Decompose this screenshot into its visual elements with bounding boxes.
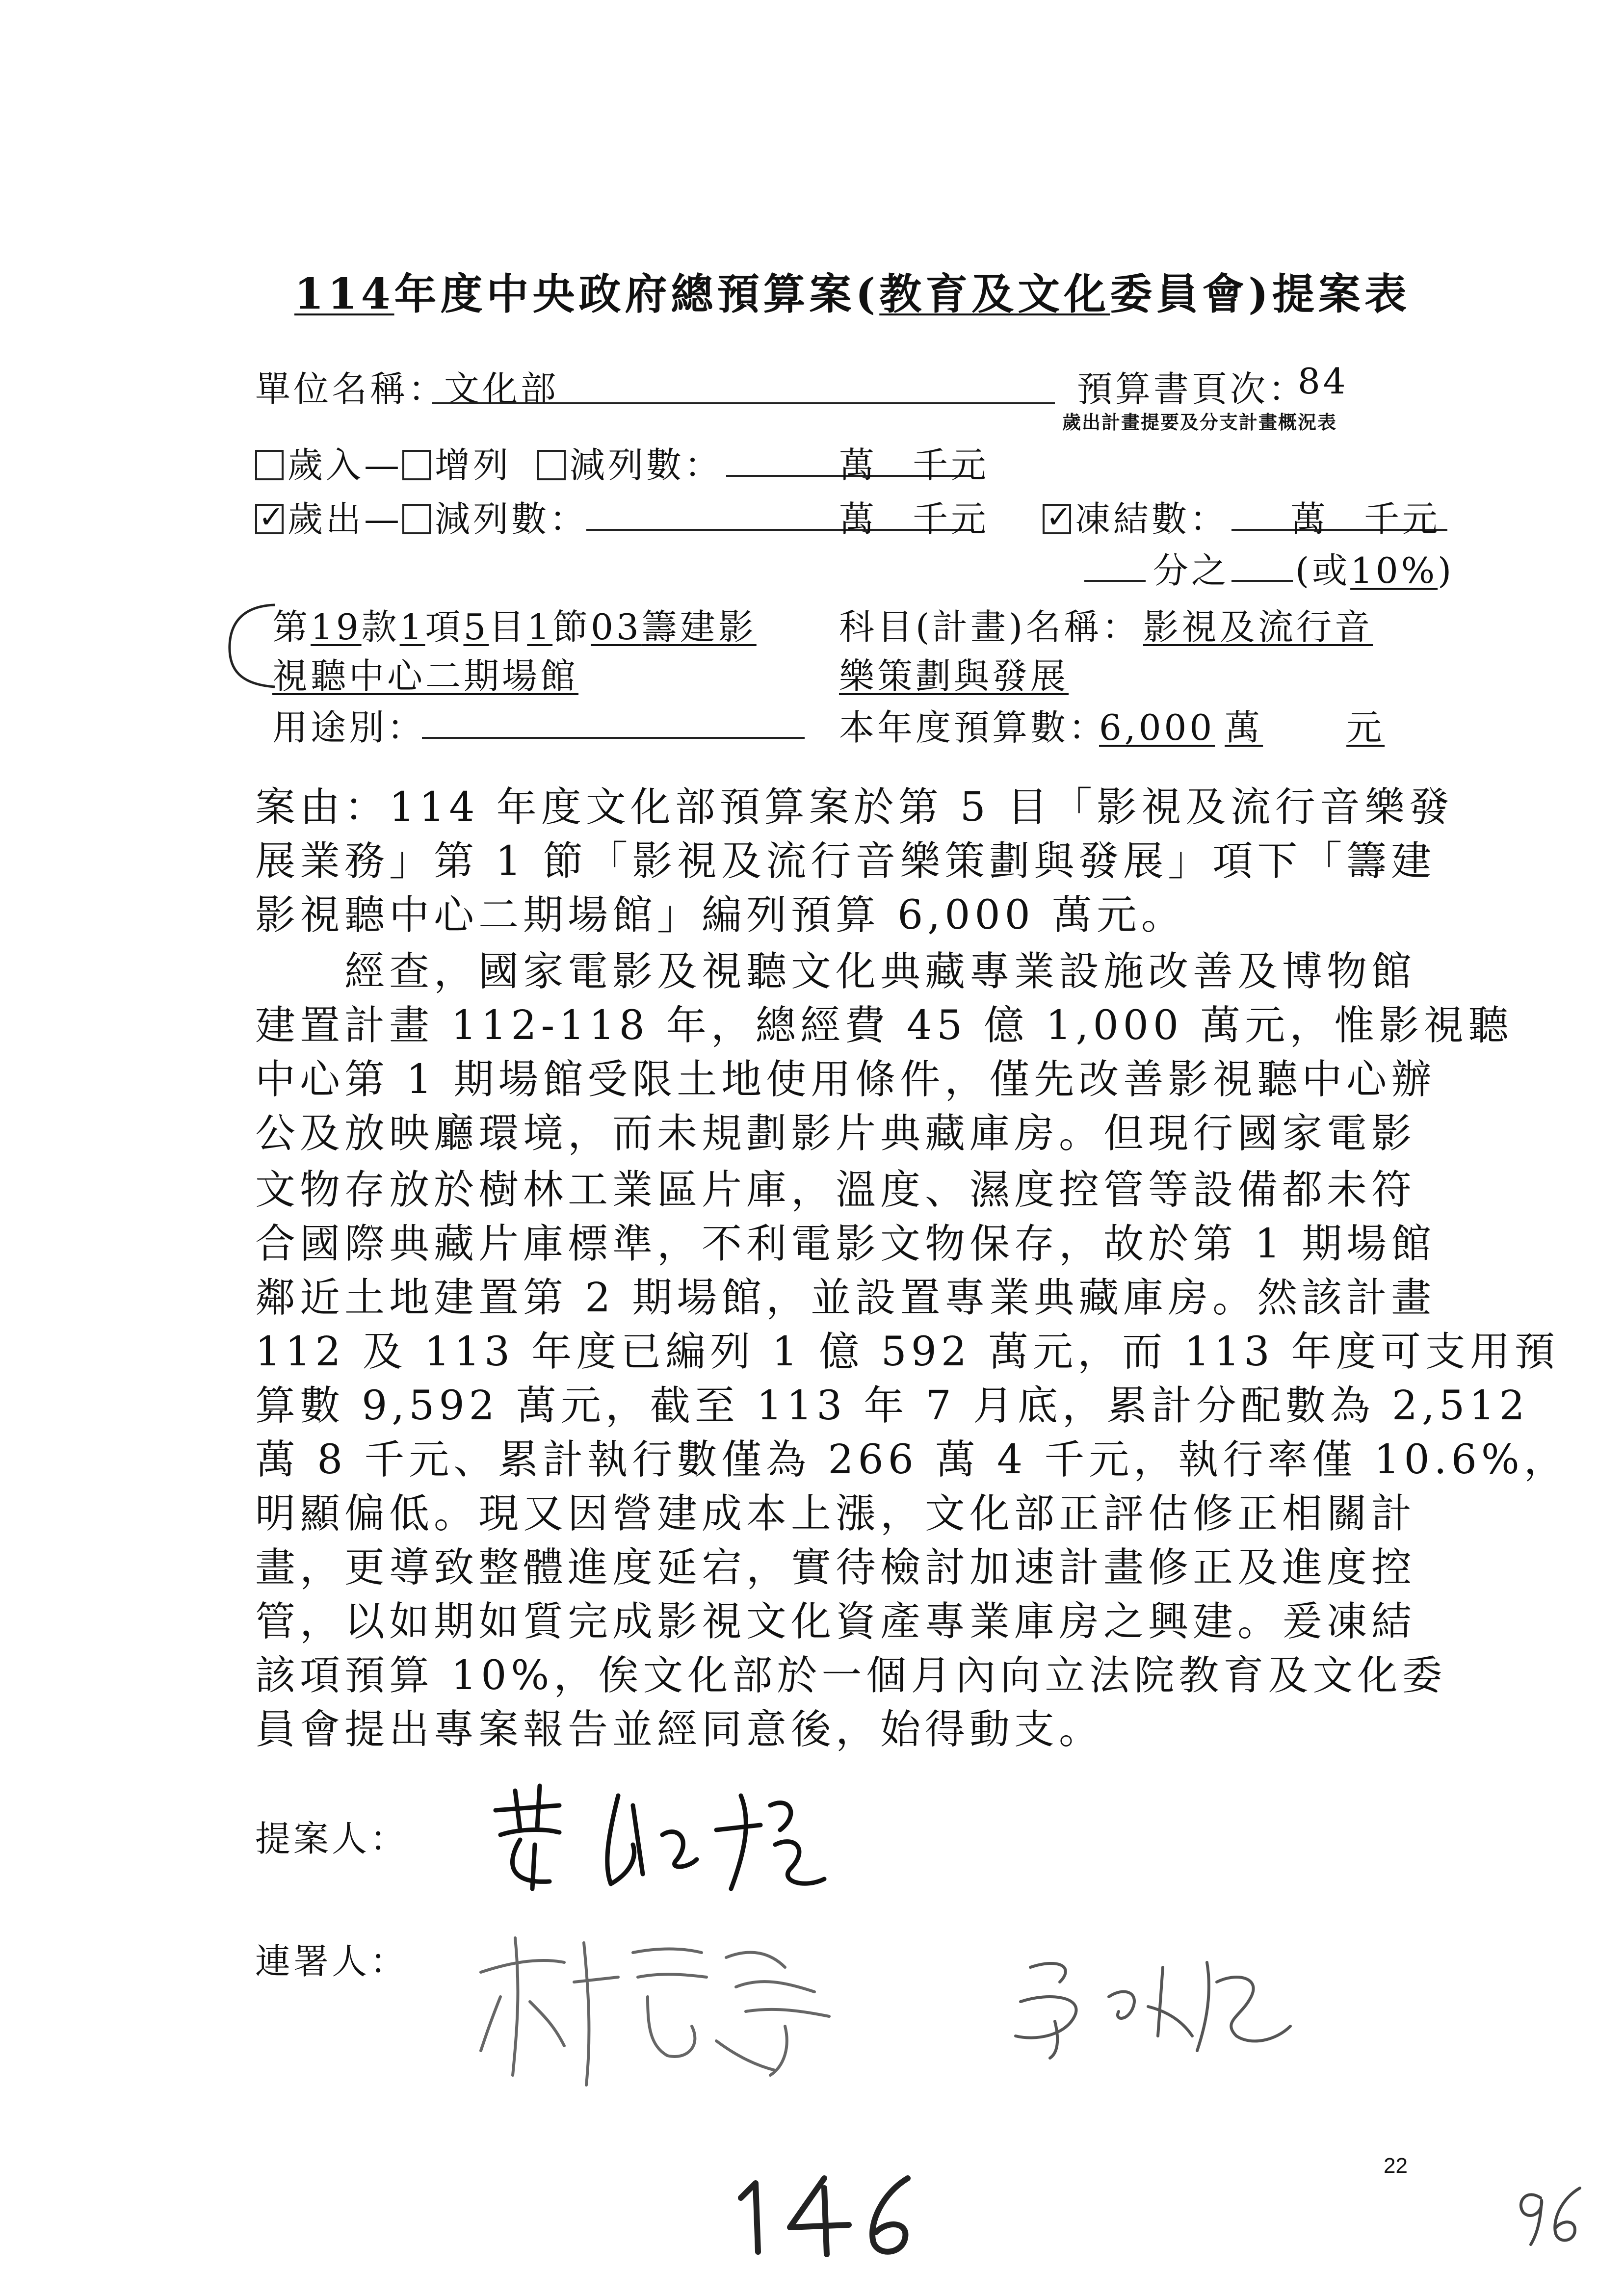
section-code-text: 籌建影 xyxy=(641,606,757,648)
usage-label: 用途別： xyxy=(272,707,426,748)
handwritten-corner-number xyxy=(1506,2178,1595,2252)
body-line: 管，以如期如質完成影視文化資產專業庫房之興建。爰凍結 xyxy=(255,1598,1416,1645)
document-title xyxy=(294,260,1411,321)
body-line: 該項預算 10%，俟文化部於一個月內向立法院教育及文化委 xyxy=(255,1652,1447,1699)
percent-close: ) xyxy=(1438,550,1455,591)
expense-decrease-label: 減列數： xyxy=(435,498,588,540)
revenue-label: 歲入— xyxy=(288,444,403,486)
page-value: 84 xyxy=(1298,361,1349,402)
section-line-2: 視聽中心二期場館 xyxy=(272,655,579,697)
body-line: 經查，國家電影及視聽文化典藏專業設施改善及博物館 xyxy=(255,948,1416,995)
budget-yuan: 元 xyxy=(1346,707,1385,748)
proposer-label: 提案人： xyxy=(255,1818,409,1859)
revenue-decrease-checkbox[interactable] xyxy=(537,450,566,480)
section-kuan: 款 xyxy=(361,606,400,648)
subject-label: 科目(計畫)名稱： xyxy=(839,606,1141,648)
expense-decrease-checkbox[interactable] xyxy=(402,504,431,534)
expense-checkbox[interactable] xyxy=(255,504,284,534)
expense-row xyxy=(255,491,588,542)
fraction-label: 分之 xyxy=(1153,550,1230,591)
revenue-decrease-label: 減列數： xyxy=(569,444,723,486)
section-xiang-num: 1 xyxy=(399,606,425,648)
section-di: 第 xyxy=(272,606,311,648)
page-number: 22 xyxy=(1384,2154,1408,2178)
freeze-row xyxy=(1043,491,1228,542)
page-note: 歲出計畫提要及分支計畫概況表 xyxy=(1062,411,1337,433)
budget-wan: 萬 xyxy=(1225,707,1263,748)
section-xiang: 項 xyxy=(425,606,464,648)
body-line: 中心第 1 期場館受限土地使用條件，僅先改善影視聽中心辦 xyxy=(255,1056,1436,1103)
section-kuan-num: 19 xyxy=(311,606,362,648)
revenue-qianyuan: 千元 xyxy=(913,444,990,486)
revenue-wan: 萬 xyxy=(839,444,878,486)
budget-value xyxy=(1099,699,1385,750)
freeze-qianyuan: 千元 xyxy=(1364,498,1441,540)
body-line: 明顯偏低。現又因營建成本上漲，文化部正評估修正相關計 xyxy=(255,1490,1416,1537)
body-line: 萬 8 千元、累計執行數僅為 266 萬 4 千元，執行率僅 10.6%， xyxy=(255,1436,1569,1483)
section-code-num: 03 xyxy=(591,606,642,648)
cosigner-label: 連署人： xyxy=(255,1941,409,1982)
title-year: 114 xyxy=(294,269,394,319)
page-label: 預算書頁次： xyxy=(1077,368,1307,410)
fraction-denominator-line xyxy=(1231,580,1293,582)
body-line: 影視聽中心二期場館」編列預算 6,000 萬元。 xyxy=(255,892,1186,939)
cosigner-signature-2 xyxy=(1001,1938,1305,2061)
body-line: 112 及 113 年度已編列 1 億 592 萬元，而 113 年度可支用預 xyxy=(255,1329,1559,1375)
bracket-mark xyxy=(221,601,280,709)
unit-value: 文化部 xyxy=(444,368,559,410)
expense-wan: 萬 xyxy=(839,498,878,540)
handwritten-page-number xyxy=(726,2168,932,2262)
percent-note xyxy=(1295,542,1454,593)
fraction-numerator-line xyxy=(1084,580,1146,582)
cosigner-signature-1 xyxy=(471,1928,888,2090)
budget-amount: 6,000 xyxy=(1099,707,1215,748)
percent-value: 10% xyxy=(1350,550,1438,591)
section-jie: 節 xyxy=(552,606,591,648)
percent-open: (或 xyxy=(1295,550,1351,591)
increase-label: 增列 xyxy=(435,444,512,486)
increase-checkbox[interactable] xyxy=(402,450,431,480)
title-committee: 教育及文化 xyxy=(879,269,1110,319)
revenue-checkbox[interactable] xyxy=(255,450,284,480)
body-line: 建置計畫 112-118 年，總經費 45 億 1,000 萬元，惟影視聽 xyxy=(255,1002,1513,1049)
budget-label: 本年度預算數： xyxy=(839,707,1107,748)
body-line: 合國際典藏片庫標準，不利電影文物保存，故於第 1 期場館 xyxy=(255,1221,1436,1267)
body-line: 算數 9,592 萬元，截至 113 年 7 月底，累計分配數為 2,512 xyxy=(255,1383,1529,1429)
subject-value-2: 樂策劃與發展 xyxy=(839,655,1069,697)
proposer-signature xyxy=(486,1776,859,1904)
body-line: 畫，更導致整體進度延宕，實待檢討加速計畫修正及進度控 xyxy=(255,1544,1416,1591)
section-mu-num: 5 xyxy=(463,606,489,648)
usage-underline xyxy=(422,737,805,739)
title-post: 委員會)提案表 xyxy=(1110,269,1411,319)
revenue-row xyxy=(255,437,723,488)
title-pre: 年度中央政府總預算案( xyxy=(394,269,880,319)
unit-underline xyxy=(432,402,1055,404)
freeze-wan: 萬 xyxy=(1290,498,1329,540)
section-jie-num: 1 xyxy=(527,606,553,648)
body-line: 鄰近土地建置第 2 期場館，並設置專業典藏庫房。然該計畫 xyxy=(255,1275,1436,1321)
body-line: 公及放映廳環境，而未規劃影片典藏庫房。但現行國家電影 xyxy=(255,1110,1416,1157)
body-line: 文物存放於樹林工業區片庫，溫度、濕度控管等設備都未符 xyxy=(255,1167,1416,1213)
expense-label: 歲出— xyxy=(288,498,403,540)
body-line: 案由：114 年度文化部預算案於第 5 目「影視及流行音樂發 xyxy=(255,784,1454,831)
section-line-1 xyxy=(272,599,757,650)
body-line: 展業務」第 1 節「影視及流行音樂策劃與發展」項下「籌建 xyxy=(255,838,1436,885)
subject-value-1: 影視及流行音 xyxy=(1143,606,1373,648)
body-line: 員會提出專案報告並經同意後，始得動支。 xyxy=(255,1706,1104,1753)
section-mu: 目 xyxy=(489,606,527,648)
expense-qianyuan: 千元 xyxy=(913,498,990,540)
freeze-label: 凍結數： xyxy=(1075,498,1229,540)
freeze-checkbox[interactable] xyxy=(1043,504,1071,534)
unit-label: 單位名稱： xyxy=(255,368,447,410)
